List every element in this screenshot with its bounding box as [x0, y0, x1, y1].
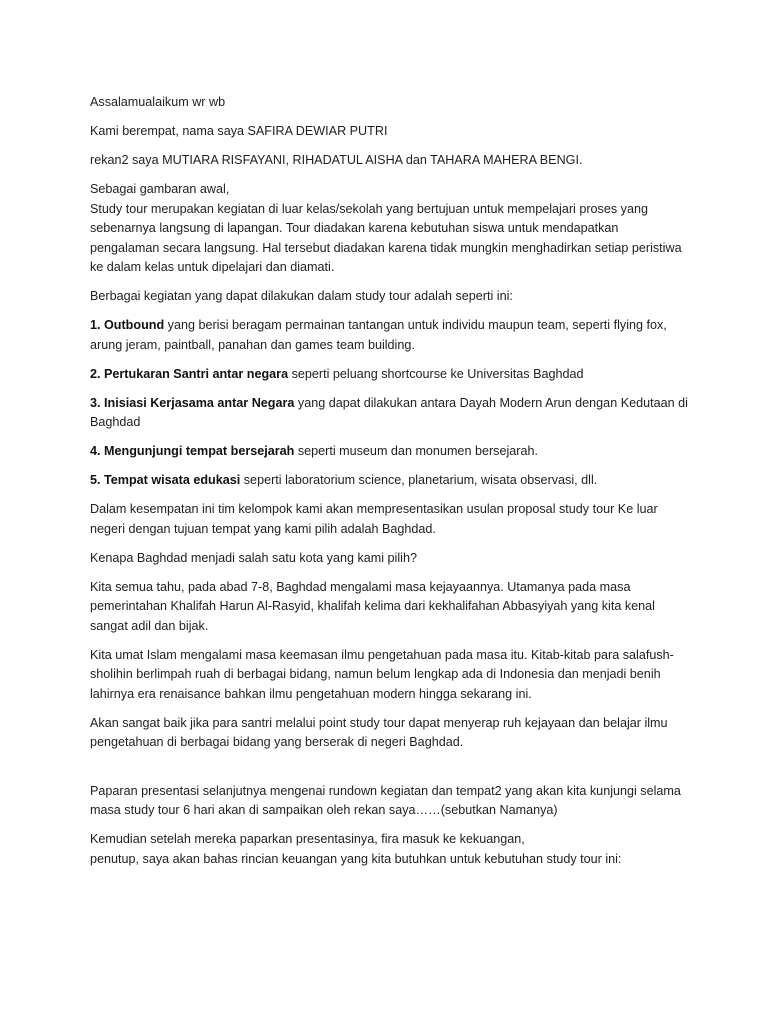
overview-body: Study tour merupakan kegiatan di luar kelas/sekolah yang bertujuan untuk mempelajari proses yang sebenarnya langsung di lapangan. Tour diadakan karena kebutuhan siswa untuk mendapatkan pengalaman secara langsung. Hal tersebut diadakan karena tidak mungkin menghadirkan setiap peristiwa ke dalam kelas untuk dipelajari dan diamati.	[90, 201, 682, 274]
next-presentation-paragraph: Paparan presentasi selanjutnya mengenai rundown kegiatan dan tempat2 yang akan kita kunjungi selama masa study tour 6 hari akan di sampaikan oleh rekan saya……(sebutkan Namanya)	[90, 783, 681, 817]
activity-item-exchange	[90, 365, 690, 385]
activity-title: 5. Tempat wisata edukasi	[90, 473, 241, 487]
overview-heading: Sebagai gambaran awal,	[90, 182, 230, 196]
activity-title: 4. Mengunjungi tempat bersejarah	[90, 444, 295, 458]
document-body	[90, 93, 690, 879]
activity-item-outbound	[90, 316, 690, 355]
activity-desc: seperti laboratorium science, planetarium, wisata observasi, dll.	[240, 473, 598, 487]
activity-title: 1. Outbound	[90, 318, 165, 332]
activity-desc: yang berisi beragam permainan tantangan untuk individu maupun team, seperti flying fox, arung jeram, paintball, panahan dan games team building.	[90, 318, 667, 352]
golden-age-paragraph: Kita umat Islam mengalami masa keemasan ilmu pengetahuan pada masa itu. Kitab-kitab para salafush-sholihin berlimpah ruah di berbagai bidang, namun belum lengkap ada di Indonesia dan menjadi benih lahirnya era renaisance bahkan ilmu pengetahuan modern hingga sekarang ini.	[90, 647, 674, 701]
history-paragraph: Kita semua tahu, pada abad 7-8, Baghdad mengalami masa kejayaannya. Utamanya pada masa pemerintahan Khalifah Harun Al-Rasyid, khalifah kelima dari kekhalifahan Abbasyiyah yang kita kenal sangat adil dan bijak.	[90, 579, 655, 633]
activity-desc: seperti museum dan monumen bersejarah.	[294, 444, 538, 458]
overview-paragraph	[90, 180, 690, 278]
activity-desc: seperti peluang shortcourse ke Universitas Baghdad	[288, 366, 584, 381]
closing-line-1: Kemudian setelah mereka paparkan presentasinya, fira masuk ke kekuangan,	[90, 832, 525, 846]
greeting: Assalamualaikum wr wb	[90, 95, 226, 109]
activity-desc: yang dapat dilakukan antara Dayah Modern Arun dengan Kedutaan di Baghdad	[90, 395, 688, 429]
question-paragraph: Kenapa Baghdad menjadi salah satu kota yang kami pilih?	[90, 550, 417, 565]
proposal-paragraph: Dalam kesempatan ini tim kelompok kami akan mempresentasikan usulan proposal study tour Ke luar negeri dengan tujuan tempat yang kami pilih adalah Baghdad.	[90, 502, 658, 536]
closing-line-2: penutup, saya akan bahas rincian keuangan yang kita butuhkan untuk kebutuhan study tour ini:	[90, 851, 622, 866]
activity-title: 2. Pertukaran Santri antar negara	[90, 366, 289, 381]
activity-title: 3. Inisiasi Kerjasama antar Negara	[90, 395, 295, 410]
activity-item-education	[90, 471, 690, 491]
intro-line-1: Kami berempat, nama saya SAFIRA DEWIAR PUTRI	[90, 124, 388, 138]
benefit-paragraph: Akan sangat baik jika para santri melalui point study tour dapat menyerap ruh kejayaan dan belajar ilmu pengetahuan di berbagai bidang yang berserak di negeri Baghdad.	[90, 715, 668, 749]
closing-paragraph	[90, 830, 690, 869]
activity-item-historic	[90, 442, 690, 462]
activities-intro: Berbagai kegiatan yang dapat dilakukan dalam study tour adalah seperti ini:	[90, 289, 513, 303]
activity-item-cooperation	[90, 394, 690, 433]
intro-line-2: rekan2 saya MUTIARA RISFAYANI, RIHADATUL AISHA dan TAHARA MAHERA BENGI.	[90, 153, 583, 167]
